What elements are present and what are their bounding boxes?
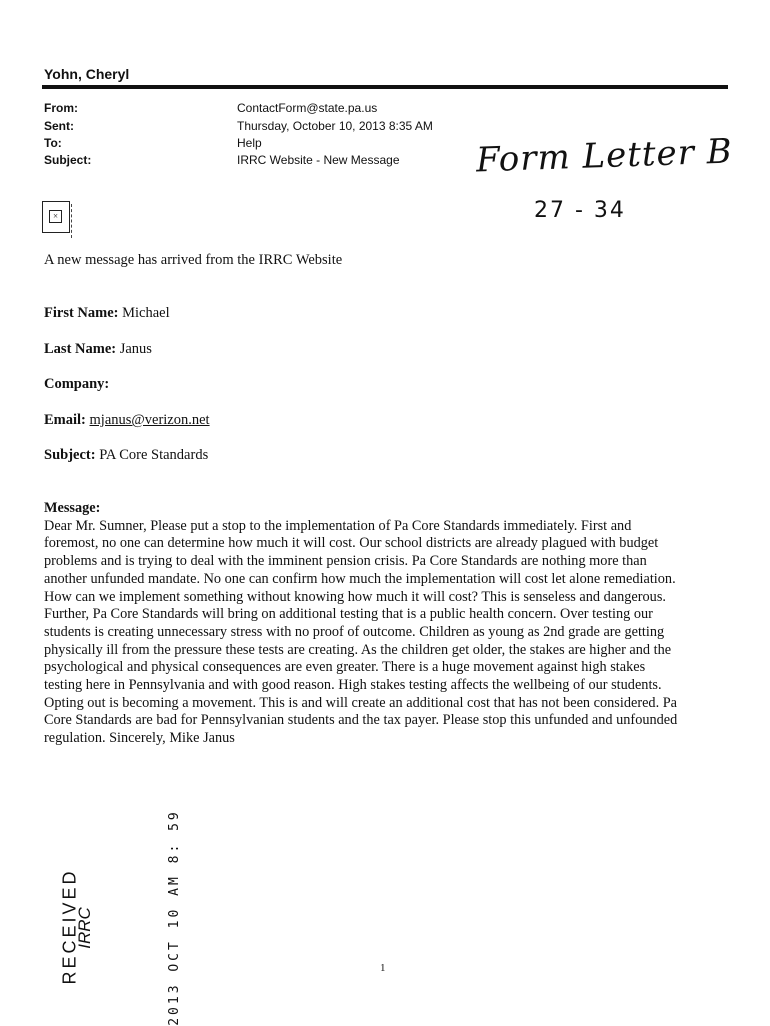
last-name-row xyxy=(44,341,152,358)
email-row xyxy=(44,412,210,429)
sent-label: Sent: xyxy=(44,119,74,133)
from-value: ContactForm@state.pa.us xyxy=(237,101,378,115)
stamp-received: RECEIVED xyxy=(59,868,80,985)
handwritten-title: Form Letter B xyxy=(475,131,734,181)
to-label: To: xyxy=(44,136,62,150)
message-label: Message: xyxy=(44,500,101,516)
company-row xyxy=(44,376,109,393)
message-line: psychological and physical consequences are even greater. There is a huge movement against high stakes xyxy=(44,659,646,676)
to-value: Help xyxy=(237,136,262,150)
message-line: How can we implement something without knowing how much it will cost? This is senseless and dangerous. xyxy=(44,588,666,605)
subject-label: Subject: xyxy=(44,153,92,167)
message-line: foremost, no one can determine how much it will cost. Our school districts are already plagued with budget xyxy=(44,535,659,552)
from-label: From: xyxy=(44,101,78,115)
message-line: another unfunded mandate. No one can confirm how much the implementation will cost let alone remediation. xyxy=(44,570,676,587)
message-line: Further, Pa Core Standards will bring on additional testing that is a public health concern. Over testing our xyxy=(44,606,653,623)
handwritten-range: 27 - 34 xyxy=(534,198,626,223)
subject-row xyxy=(44,447,208,464)
received-stamp xyxy=(44,809,182,1026)
subject-value: IRRC Website - New Message xyxy=(237,153,400,167)
stamp-irrc: IRRC xyxy=(74,907,94,949)
sender-name: Yohn, Cheryl xyxy=(44,66,130,82)
message-block xyxy=(44,500,724,748)
message-body xyxy=(44,518,724,748)
message-line: physically ill from the pressure these tests are creating. As the children get older, the stakes are higher and the xyxy=(44,641,672,658)
last-name-label: Last Name: xyxy=(44,341,117,357)
sent-value: Thursday, October 10, 2013 8:35 AM xyxy=(237,119,433,133)
intro-text: A new message has arrived from the IRRC Website xyxy=(44,252,343,268)
message-line: regulation. Sincerely, Mike Janus xyxy=(44,730,235,747)
email-label: Email: xyxy=(44,412,86,428)
broken-image-icon: × xyxy=(42,201,70,233)
body-subject-label: Subject: xyxy=(44,447,96,463)
message-line: Opting out is becoming a movement. This is and will create an additional cost that has not been considered. Pa xyxy=(44,694,678,711)
page-number: 1 xyxy=(380,962,386,974)
message-line: students is creating unnecessary stress with no proof of outcome. Children as young as 2nd grade are getting xyxy=(44,623,665,640)
message-line: problems and is trying to deal with the imminent pension crisis. Pa Core Standards are nothing more than xyxy=(44,553,647,570)
first-name-label: First Name: xyxy=(44,305,119,321)
last-name-value: Janus xyxy=(119,341,152,357)
first-name-value: Michael xyxy=(122,305,170,321)
message-line: testing here in Pennsylvania and with good reason. High stakes testing affects the wellbeing of our students. xyxy=(44,677,662,694)
message-line: Dear Mr. Sumner, Please put a stop to the implementation of Pa Core Standards immediately. First and xyxy=(44,517,632,534)
company-label: Company: xyxy=(44,376,110,392)
email-link[interactable]: mjanus@verizon.net xyxy=(89,412,210,428)
stamp-date: 2013 OCT 10 AM 8: 59 xyxy=(166,809,182,1026)
body-subject-value: PA Core Standards xyxy=(99,447,209,463)
header-rule xyxy=(42,85,728,89)
message-line: Core Standards are bad for Pennsylvanian students and the tax payer. Please stop this unfunded and unfounded xyxy=(44,712,678,729)
first-name-row xyxy=(44,305,170,322)
